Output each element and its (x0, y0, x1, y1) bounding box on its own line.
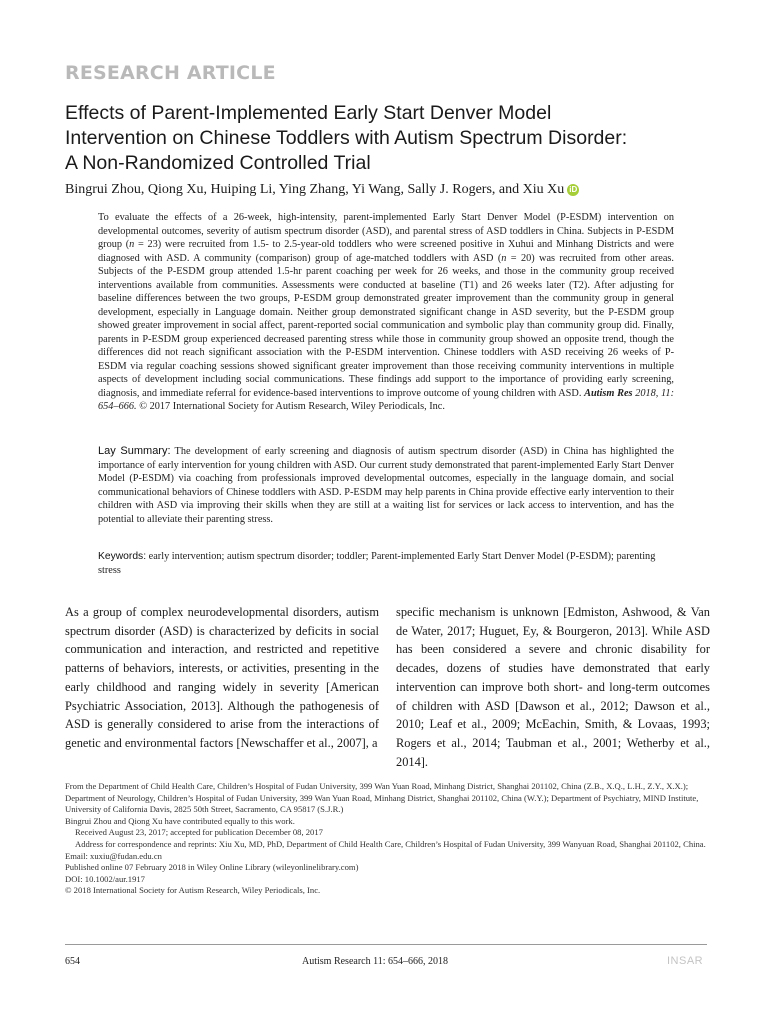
body-column-right: specific mechanism is unknown [Edmiston, Ashwood, & Van de Water, 2017; Huguet, Ey, & Bourgeron, 2013]. While ASD has been considered a severe and chronic disability for decades, dozens of studies have demonstrated that early intervention can improve both short- and long-term outcomes of children with ASD [Dawson et al., 2012; Dawson et al., 2010; Leaf et al., 2009; McEachin, Smith, & Lovaas, 1993; Rogers et al., 2014; Taubman et al., 2001; Wetherby et al., 2014]. (396, 605, 710, 769)
abstract-copyright: © 2017 International Society for Autism Research, Wiley Periodicals, Inc. (136, 401, 445, 412)
citation-details: 2018, 11: 654–666. (98, 387, 674, 412)
title-line: A Non-Randomized Controlled Trial (65, 152, 371, 174)
abstract-text: = 23) were recruited from 1.5- to 2.5-year-old toddlers who were screened positive in Xuhui and Minhang Districts and were diagnosed with ASD. A community (comparison) group of age-matched toddlers with ASD ( (98, 239, 674, 264)
sample-size-var: n (129, 239, 135, 250)
received-date: Received August 23, 2017; accepted for publication December 08, 2017 (75, 827, 323, 838)
journal-reference: Autism Research 11: 654–666, 2018 (302, 956, 449, 967)
insar-logo: INSAR (667, 955, 704, 967)
article-title (65, 101, 715, 176)
footnote-copyright: © 2018 International Society for Autism Research, Wiley Periodicals, Inc. (65, 885, 321, 896)
doi[interactable]: DOI: 10.1002/aur.1917 (65, 873, 145, 884)
lay-summary (98, 445, 674, 526)
abstract-text: To evaluate the effects of a 26-week, high-intensity, parent-implemented Early Start Denver Model (P-ESDM) intervention on developmental outcomes, severity of autism spectrum disorder (ASD), and parental stress of ASD toddlers in China. Subjects in P-ESDM group ( (98, 212, 674, 250)
title-line: Effects of Parent-Implemented Early Start Denver Model (65, 102, 552, 124)
title-line: Intervention on Chinese Toddlers with Autism Spectrum Disorder: (65, 127, 628, 149)
section-label: RESEARCH ARTICLE (65, 62, 276, 84)
lay-summary-heading: Lay Summary: (98, 445, 171, 457)
keywords-text: early intervention; autism spectrum disorder; toddler; Parent-implemented Early Start Denver Model (P-ESDM); parenting stress (98, 551, 656, 576)
authors-text: Bingrui Zhou, Qiong Xu, Huiping Li, Ying Zhang, Yi Wang, Sally J. Rogers, and Xiu Xu (65, 182, 565, 197)
author-list (65, 182, 715, 198)
lay-summary-text: The development of early screening and diagnosis of autism spectrum disorder (ASD) in China has highlighted the importance of early intervention for young children with ASD. Our current study demonstrated that parent-implemented Early Start Denver Model (P-ESDM) via coaching from professionals improved developmental outcomes, especially in the language domain, and social communicational behaviors of Chinese toddlers with ASD. P-ESDM may help parents in China provide effective early intervention to their children with ASD via improving their skills when they are still at a waiting list for services or lack access to intervention, and has the potential to alleviate their parenting stress. (98, 446, 674, 525)
footer-divider (65, 944, 707, 945)
orcid-icon[interactable]: iD (569, 185, 578, 194)
correspondence-address: Address for correspondence and reprints: Xiu Xu, MD, PhD, Department of Child Health Care, Children’s Hospital of Fudan University, 399 Wanyuan Road, Shanghai 201102, China. Email: xuxiu@fudan.edu.cn (65, 838, 706, 861)
page-number: 654 (65, 956, 80, 967)
published-online: Published online 07 February 2018 in Wiley Online Library (wileyonlinelibrary.com) (65, 862, 359, 873)
footnotes (65, 781, 707, 897)
keywords (98, 550, 674, 577)
abstract-text: = 20) was recruited from other areas. Subjects of the P-ESDM group attended 1.5-hr parent coaching per week for 26 weeks, and those in the community group received interventions available from communities. Assessments were conducted at baseline (T1) and 26 weeks later (T2). After adjusting for baseline differences between the two groups, P-ESDM group demonstrated greater improvement than the community group in general development, especially in Language domain. Neither group demonstrated significant change in ASD severity, but the P-ESDM group showed greater improvement in social affect, parent-reported social communication and symbolic play than community group did. Finally, parents in P-ESDM group experienced decreased parenting stress while those in community group showed an opposite trend, though the differences did not reach significant association with the P-ESDM intervention. Chinese toddlers with ASD receiving 26 weeks of P-ESDM via regular coaching sessions showed significant greater improvement than those receiving community interventions in multiple aspects of development including social communications. These findings add support to the importance of providing early screening, diagnosis, and immediate referral for evidence-based interventions to improve outcome of young children with ASD. (98, 252, 674, 399)
abstract (98, 211, 674, 414)
affiliations: From the Department of Child Health Care, Children’s Hospital of Fudan University, 399 Wan Yuan Road, Minhang District, Shanghai 201102, China (Z.B., X.Q., L.H., Z.Y., X.X.); Department of Neurology, Children’s Hospital of Fudan University, 399 Wan Yuan Road, Minhang District, Shanghai 201102, China (W.Y.); Department of Psychiatry, MIND Institute, University of California Davis, 2825 50th Street, Sacramento, CA 95817 (S.J.R.) (65, 781, 699, 815)
body-column-left: As a group of complex neurodevelopmental disorders, autism spectrum disorder (ASD) is characterized by deficits in social communication and interaction, and restricted and repetitive patterns of behaviors, interests, or activities, presenting in the early childhood and ranging widely in severity [American Psychiatric Association, 2013]. Although the pathogenesis of ASD is generally considered to arise from the interactions of genetic and environmental factors [Newschaffer et al., 2007], a (65, 605, 379, 750)
keywords-heading: Keywords: (98, 551, 147, 562)
sample-size-var: n (501, 252, 507, 264)
citation-journal: Autism Res (584, 387, 633, 399)
equal-contribution-note: Bingrui Zhou and Qiong Xu have contributed equally to this work. (65, 815, 295, 826)
